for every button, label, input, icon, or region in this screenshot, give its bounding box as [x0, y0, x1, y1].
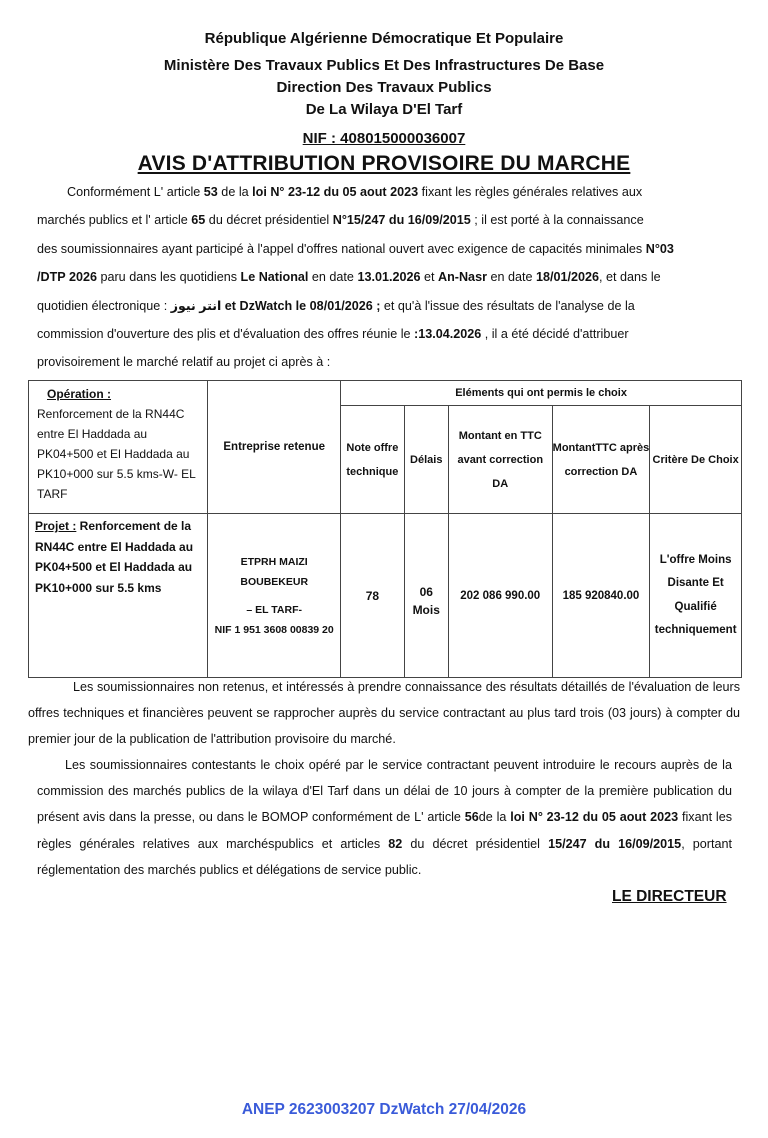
header-wilaya: De La Wilaya D'El Tarf	[305, 101, 463, 118]
header-nif: NIF : 408015000036007	[302, 130, 466, 147]
operation-cell	[29, 381, 208, 514]
header-note: Note offre technique	[341, 406, 404, 514]
intro-paragraph: Conformément L' article 53 de la loi N° 23-12 du 05 aout 2023 fixant les règles générales relatives aux marchés publics et l' article 65 du décret présidentiel N°15/247 du 16/09/2015 ; il est porté à la connaissance des soumissionnaires ayant participé à l'appel d'offres national ouvert avec exigence de capacités minimales N°03 /DTP 2026 paru dans les quotidiens Le National en date 13.01.2026 et An-Nasr en date 18/01/2026, et dans le quotidien électronique : انتر نيوز et DzWatch le 08/01/2026 ; et qu'à l'issue des résultats de l'analyse de la commission d'ouverture des plis et d'évaluation des offres réunie le :13.04.2026 , il a été décidé d'attribuer provisoirement le marché relatif au projet ci après à :	[37, 185, 674, 370]
project-cell	[29, 514, 208, 678]
header-montant-before: Montant en TTC avant correction DA	[448, 406, 552, 514]
operation-text: Renforcement de la RN44C entre El Haddada au PK04+500 et El Haddada au PK10+000 sur 5.5 kms-W- EL TARF	[37, 407, 196, 501]
footer-reference: ANEP 2623003207 DzWatch 27/04/2026	[241, 1101, 527, 1118]
entreprise-nif: NIF 1 951 3608 00839 20	[214, 623, 334, 636]
director-signature: LE DIRECTEUR	[612, 888, 727, 905]
header-ministry: Ministère Des Travaux Publics Et Des Infrastructures De Base	[163, 57, 605, 74]
header-direction: Direction Des Travaux Publics	[276, 79, 492, 96]
header-republic: République Algérienne Démocratique Et Populaire	[204, 30, 564, 47]
entreprise-place: – EL TARF-	[246, 603, 302, 616]
critere-value: L'offre Moins Disante Et Qualifié techniquement	[650, 514, 742, 678]
project-label: Projet :	[35, 519, 77, 533]
page-title: AVIS D'ATTRIBUTION PROVISOIRE DU MARCHE	[137, 152, 631, 175]
attribution-table	[28, 380, 742, 678]
operation-label: Opération :	[47, 387, 112, 401]
entreprise-name: ETPRH MAIZI BOUBEKEUR	[240, 555, 309, 588]
table-row	[29, 514, 742, 678]
appeal-paragraph: Les soumissionnaires contestants le choix opéré par le service contractant peuvent introduire le recours auprès de la commission des marchés publics de la wilaya d'El Tarf dans un délai de 10 jours à compter de la première publication du présent avis dans la presse, ou dans le BOMOP conformément de L' article 56de la loi N° 23-12 du 05 aout 2023 fixant les règles générales relatives aux marchéspublics et articles 82 du décret présidentiel 15/247 du 16/09/2015, portant réglementation des marchés publics et délégations de service public.	[37, 758, 733, 877]
delais-value: 06 Mois	[404, 514, 448, 678]
header-elements: Eléments qui ont permis le choix	[341, 381, 742, 406]
header-delais: Délais	[404, 406, 448, 514]
non-retained-paragraph: Les soumissionnaires non retenus, et intéressés à prendre connaissance des résultats détaillés de l'évaluation de leurs offres techniques et financières peuvent se rapprocher auprès du service contractant au plus tard trois (03 jours) à compter du premier jour de la publication de l'attribution provisoire du marché.	[28, 680, 740, 747]
montant-before-value: 202 086 990.00	[448, 514, 552, 678]
header-entreprise: Entreprise retenue	[208, 381, 341, 514]
entreprise-cell	[208, 514, 341, 678]
montant-after-value: 185 920840.00	[552, 514, 650, 678]
note-value: 78	[341, 514, 404, 678]
header-montant-after: MontantTTC après correction DA	[552, 406, 650, 514]
project-text: Renforcement de la RN44C entre El Haddada au PK04+500 et El Haddada au PK10+000 sur 5.5 kms	[35, 519, 194, 595]
header-critere: Critère De Choix	[650, 406, 742, 514]
